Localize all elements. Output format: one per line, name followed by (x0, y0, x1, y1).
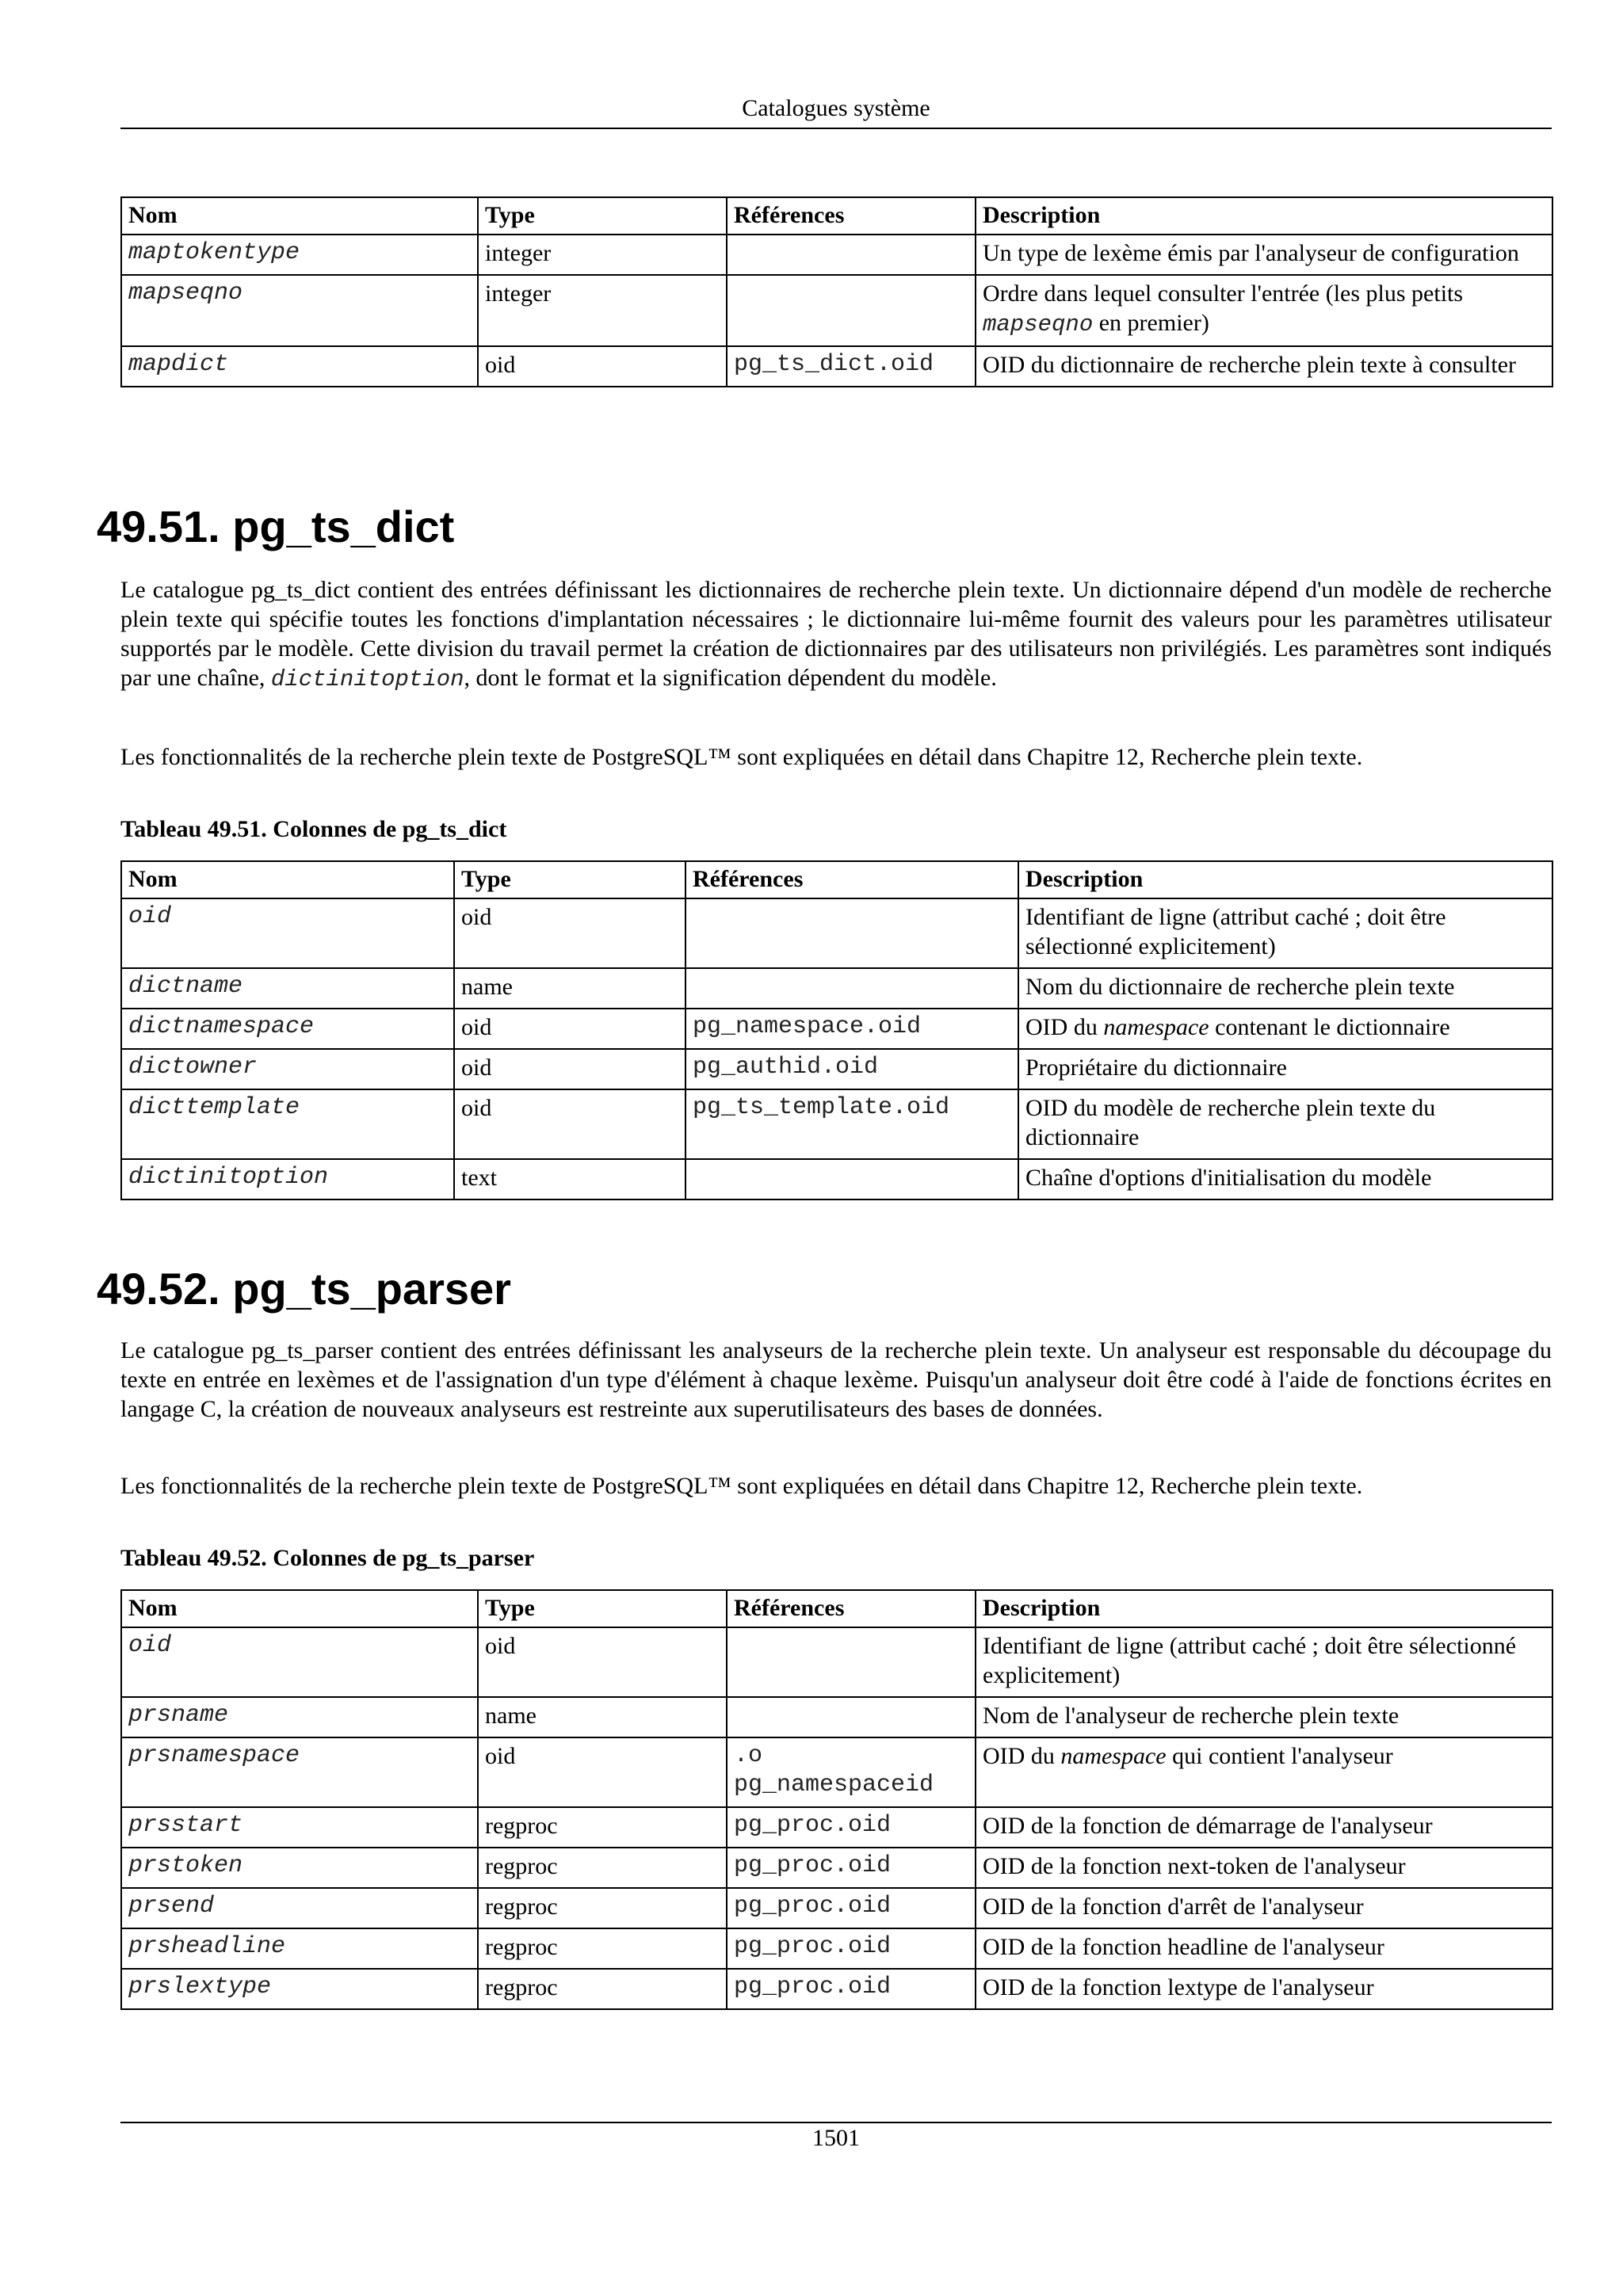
cell-name: oid (121, 898, 454, 968)
cell-description: Identifiant de ligne (attribut caché ; doit être sélectionné explicitement) (976, 1627, 1552, 1697)
inline-code: dictinitoption (270, 666, 464, 692)
cell-reference (727, 1627, 976, 1697)
cell-type: name (454, 968, 685, 1009)
cell-reference (685, 968, 1018, 1009)
cell-description: OID de la fonction d'arrêt de l'analyseur (976, 1888, 1552, 1928)
reference-line: pg_namespaceid (734, 1772, 934, 1798)
table-row (121, 1807, 1552, 1848)
cell-description: Nom de l'analyseur de recherche plein texte (976, 1697, 1552, 1737)
cell-reference (727, 1697, 976, 1737)
description-text: Ordre dans lequel consulter l'entrée (les plus petits (983, 280, 1464, 307)
cell-description: Propriétaire du dictionnaire (1018, 1049, 1552, 1089)
page-number: 1501 (812, 2125, 860, 2151)
description-text: qui contient l'analyseur (1172, 1743, 1393, 1769)
table-row (121, 1159, 1552, 1199)
column-header-type: Type (478, 197, 727, 235)
cell-name: dictinitoption (121, 1159, 454, 1199)
cell-reference: pg_proc.oid (727, 1969, 976, 2009)
table-ts-config-map-continued (120, 196, 1553, 387)
table-row (121, 1049, 1552, 1089)
cell-name: prsstart (121, 1807, 478, 1848)
section-dict-paragraph-1 (120, 575, 1552, 694)
cell-reference: pg_authid.oid (685, 1049, 1018, 1089)
cell-reference: pg_proc.oid (727, 1848, 976, 1888)
section-heading-pg-ts-parser: 49.52. pg_ts_parser (97, 1264, 511, 1314)
cell-reference (727, 1737, 976, 1807)
cell-name: mapdict (121, 346, 478, 387)
table-caption-pg-ts-parser: Tableau 49.52. Colonnes de pg_ts_parser (120, 1545, 535, 1571)
cell-reference (727, 235, 976, 275)
cell-name: prslextype (121, 1969, 478, 2009)
cell-name: prsend (121, 1888, 478, 1928)
cell-description: OID de la fonction lextype de l'analyseur (976, 1969, 1552, 2009)
column-header-references: Références (685, 861, 1018, 898)
table-pg-ts-dict (120, 860, 1553, 1200)
column-header-nom: Nom (121, 861, 454, 898)
cell-description (976, 1737, 1552, 1807)
description-text: OID du (1025, 1014, 1098, 1040)
emphasis-text: namespace (1103, 1014, 1209, 1040)
paragraph-text: Le catalogue pg_ts_dict contient des entrées définissant les dictionnaires de recherche plein texte. Un dictionnaire dépend d'un modèle de recherche plein texte qui spécifie toutes les fonctions d'implantation nécessaires ; le dictionnaire lui-même fournit des valeurs pour les paramètres utilisateur supportés par le modèle. Cette division du travail permet la création de dictionnaires par des utilisateurs non privilégiés. Les paramètres sont indiqués par une chaîne, (120, 577, 1552, 691)
cell-type: oid (454, 1009, 685, 1049)
cell-description (1018, 1009, 1552, 1049)
cell-reference: pg_namespace.oid (685, 1009, 1018, 1049)
cell-type: regproc (478, 1969, 727, 2009)
cell-description: OID de la fonction headline de l'analyseur (976, 1928, 1552, 1969)
column-header-references: Références (727, 197, 976, 235)
running-header: Catalogues système (742, 95, 930, 121)
cell-type: integer (478, 275, 727, 346)
cell-name: prsname (121, 1697, 478, 1737)
description-text: OID du (983, 1743, 1055, 1769)
cell-description: Nom du dictionnaire de recherche plein texte (1018, 968, 1552, 1009)
table-header-row (121, 861, 1552, 898)
cell-reference: pg_proc.oid (727, 1928, 976, 1969)
cell-description: Un type de lexème émis par l'analyseur de configuration (976, 235, 1552, 275)
cell-name: oid (121, 1627, 478, 1697)
description-text: contenant le dictionnaire (1215, 1014, 1450, 1040)
cell-reference: pg_ts_dict.oid (727, 346, 976, 387)
cell-reference (685, 1159, 1018, 1199)
cell-name: prstoken (121, 1848, 478, 1888)
cell-description: OID du modèle de recherche plein texte du dictionnaire (1018, 1089, 1552, 1159)
table-row (121, 1969, 1552, 2009)
column-header-description: Description (1018, 861, 1552, 898)
table-row (121, 1627, 1552, 1697)
description-text: en premier) (1098, 310, 1209, 336)
cell-name: maptokentype (121, 235, 478, 275)
cell-type: oid (454, 1049, 685, 1089)
cell-description: Identifiant de ligne (attribut caché ; doit être sélectionné explicitement) (1018, 898, 1552, 968)
table-caption-pg-ts-dict: Tableau 49.51. Colonnes de pg_ts_dict (120, 816, 507, 842)
table-row (121, 346, 1552, 387)
cell-type: name (478, 1697, 727, 1737)
cell-description (976, 275, 1552, 346)
cell-type: text (454, 1159, 685, 1199)
table-row (121, 1737, 1552, 1807)
column-header-description: Description (976, 1590, 1552, 1627)
section-parser-paragraph-1: Le catalogue pg_ts_parser contient des entrées définissant les analyseurs de la recherche plein texte. Un analyseur est responsable du découpage du texte en entrée en lexèmes et de l'assignation d'un type d'élément à chaque lexème. Puisqu'un analyseur doit être codé à l'aide de fonctions écrites en langage C, la création de nouveaux analyseurs est restreinte aux superutilisateurs des bases de données. (120, 1337, 1552, 1422)
cell-reference (685, 898, 1018, 968)
cell-description: OID de la fonction next-token de l'analyseur (976, 1848, 1552, 1888)
cell-name: prsheadline (121, 1928, 478, 1969)
table-row (121, 1697, 1552, 1737)
paragraph-text: , dont le format et la signification dépendent du modèle. (464, 665, 997, 691)
column-header-nom: Nom (121, 197, 478, 235)
cell-name: prsnamespace (121, 1737, 478, 1807)
cell-type: regproc (478, 1888, 727, 1928)
cell-type: regproc (478, 1928, 727, 1969)
cell-name: dictnamespace (121, 1009, 454, 1049)
cell-type: oid (478, 346, 727, 387)
cell-type: oid (454, 898, 685, 968)
cell-description: OID du dictionnaire de recherche plein texte à consulter (976, 346, 1552, 387)
section-parser-paragraph-2: Les fonctionnalités de la recherche plein texte de PostgreSQL™ sont expliquées en détail dans Chapitre 12, Recherche plein texte. (120, 1473, 1363, 1499)
table-row (121, 235, 1552, 275)
table-row (121, 1928, 1552, 1969)
table-row (121, 1888, 1552, 1928)
cell-name: dicttemplate (121, 1089, 454, 1159)
inline-code: mapseqno (983, 311, 1094, 338)
cell-reference: pg_ts_template.oid (685, 1089, 1018, 1159)
cell-type: regproc (478, 1807, 727, 1848)
column-header-type: Type (454, 861, 685, 898)
cell-type: oid (454, 1089, 685, 1159)
cell-reference: pg_proc.oid (727, 1807, 976, 1848)
table-row (121, 1089, 1552, 1159)
cell-description: OID de la fonction de démarrage de l'analyseur (976, 1807, 1552, 1848)
column-header-nom: Nom (121, 1590, 478, 1627)
column-header-type: Type (478, 1590, 727, 1627)
table-row (121, 898, 1552, 968)
cell-name: dictowner (121, 1049, 454, 1089)
cell-name: mapseqno (121, 275, 478, 346)
cell-type: oid (478, 1737, 727, 1807)
cell-name: dictname (121, 968, 454, 1009)
table-pg-ts-parser (120, 1589, 1553, 2010)
table-header-row (121, 1590, 1552, 1627)
table-row (121, 1009, 1552, 1049)
section-heading-pg-ts-dict: 49.51. pg_ts_dict (97, 502, 455, 551)
cell-type: oid (478, 1627, 727, 1697)
table-row (121, 968, 1552, 1009)
header-rule (120, 128, 1552, 129)
cell-type: regproc (478, 1848, 727, 1888)
table-row (121, 275, 1552, 346)
cell-reference (727, 275, 976, 346)
emphasis-text: namespace (1060, 1743, 1167, 1769)
table-row (121, 1848, 1552, 1888)
cell-description: Chaîne d'options d'initialisation du modèle (1018, 1159, 1552, 1199)
reference-line: .o (734, 1742, 763, 1769)
column-header-description: Description (976, 197, 1552, 235)
cell-type: integer (478, 235, 727, 275)
column-header-references: Références (727, 1590, 976, 1627)
section-dict-paragraph-2: Les fonctionnalités de la recherche plein texte de PostgreSQL™ sont expliquées en détail dans Chapitre 12, Recherche plein texte. (120, 744, 1363, 770)
table-header-row (121, 197, 1552, 235)
cell-reference: pg_proc.oid (727, 1888, 976, 1928)
